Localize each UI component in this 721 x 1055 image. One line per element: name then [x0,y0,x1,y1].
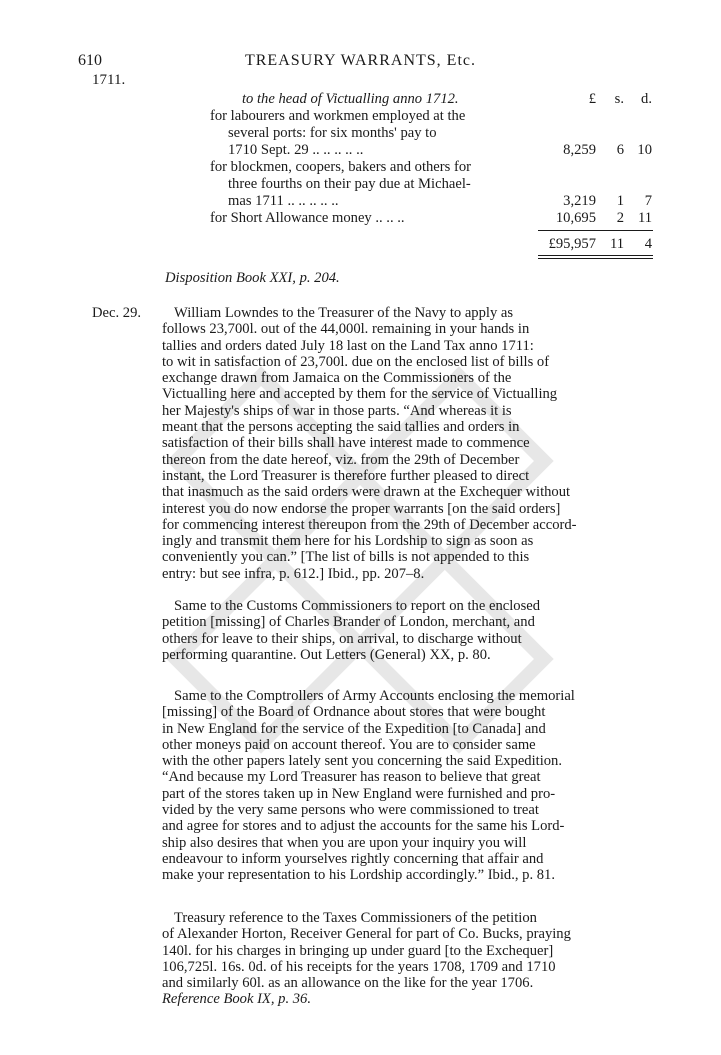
amount-pence: 10 [637,142,652,158]
entry-line: in New England for the service of the Expedition [to Canada] and [162,720,546,737]
total-pounds: £95,957 [548,236,596,252]
entry-line: instant, the Lord Treasurer is therefore further pleased to direct [162,467,530,484]
entry-line: [missing] of the Board of Ordnance about stores that were bought [162,704,546,721]
amount-shillings: 6 [616,142,624,158]
entry-line: follows 23,700l. out of the 44,000l. remaining in your hands in [162,321,530,338]
account-intro: to the head of Victualling anno 1712. [242,91,459,107]
amount-shillings: 1 [616,193,624,209]
account-table [210,91,652,261]
entry-line: performing quarantine. Out Letters (General) XX, p. 80. [162,646,491,663]
amount-shillings: 2 [616,210,624,226]
entry-line: 106,725l. 16s. 0d. of his receipts for the years 1708, 1709 and 1710 [162,958,556,975]
entry-line: Same to the Customs Commissioners to report on the enclosed [174,598,541,614]
entry-paragraph [162,688,615,884]
entry-line: Treasury reference to the Taxes Commissioners of the petition [174,910,537,926]
entry-line: with the other papers lately sent you concerning the said Expedition. [162,753,563,770]
account-item-line: for labourers and workmen employed at the [210,108,466,124]
entry-line: Same to the Comptrollers of Army Accounts enclosing the memorial [174,688,575,704]
amount-pounds: 8,259 [563,142,596,158]
entry-line: Reference Book IX, p. 36. [162,991,311,1008]
account-item-line: mas 1711 .. .. .. .. .. [228,193,339,209]
entry-paragraph [162,598,615,663]
entry-line: ship also desires that when you are upon your inquiry you will [162,834,527,851]
account-item-line: 1710 Sept. 29 .. .. .. .. .. [228,142,364,158]
total-double-rule [538,258,653,259]
entry-line: make your representation to his Lordship accordingly.” Ibid., p. 81. [162,867,555,884]
entry-line: that inasmuch as the said orders were drawn at the Exchequer without [162,484,571,501]
entry-line: ingly and transmit them here for his Lordship to sign as soon as [162,533,534,550]
entry-line: part of the stores taken up in New England were furnished and pro- [162,785,556,802]
entry-line: others for leave to their ships, on arrival, to discharge without [162,630,522,647]
entry-line: meant that the persons accepting the said tallies and orders in [162,419,520,436]
page-number: 610 [78,52,102,69]
entry-line: 140l. for his charges in bringing up under guard [to the Exchequer] [162,942,554,959]
total-double-rule [538,255,653,256]
account-item-line: several ports: for six months' pay to [228,125,437,141]
amount-pence: 11 [637,210,652,226]
entry-line: interest you do now endorse the proper warrants [on the said orders] [162,500,561,517]
disposition-reference: Disposition Book XXI, p. 204. [165,270,340,286]
running-head: TREASURY WARRANTS, Etc. [244,52,476,69]
entry-line: endeavour to inform yourselves rightly concerning that affair and [162,850,544,867]
total-rule [538,230,653,231]
entry-line: satisfaction of their bills shall have interest made to commence [162,435,530,452]
entry-line: vided by the very same persons who were commissioned to treat [162,802,539,819]
entry-line: other moneys paid on account thereof. You are to consider same [162,736,536,753]
entry-line: and similarly 60l. as an allowance on the like for the year 1706. [162,975,534,992]
entry-line: Victualling here and accepted by them for the service of Victualling [162,386,558,403]
entry-line: conveniently you can.” [The list of bills is not appended to this [162,549,530,566]
amount-pounds: 3,219 [563,193,596,209]
total-shillings: 11 [609,236,624,252]
margin-year: 1711. [92,72,126,88]
account-item-line: for blockmen, coopers, bakers and others for [210,159,471,175]
entry-line: to wit in satisfaction of 23,700l. due on the enclosed list of bills of [162,353,550,370]
entry-line: and agree for stores and to adjust the accounts for the same his Lord- [162,818,565,835]
entry-line: her Majesty's ships of war in those parts. “And whereas it is [162,402,512,419]
pence-header: d. [641,91,652,107]
shillings-header: s. [614,91,624,107]
entry-line: William Lowndes to the Treasurer of the Navy to apply as [174,305,514,321]
entry-line: entry: but see infra, p. 612.] Ibid., pp. 207–8. [162,565,425,582]
entry-line: of Alexander Horton, Receiver General for part of Co. Bucks, praying [162,926,571,943]
account-item-line: for Short Allowance money .. .. .. [210,210,405,226]
entry-paragraph [162,910,615,1008]
entry-line: tallies and orders dated July 18 last on the Land Tax anno 1711: [162,337,534,354]
account-item-line: three fourths on their pay due at Michael- [228,176,471,192]
entry-line: exchange drawn from Jamaica on the Commissioners of the [162,370,512,387]
entry-line: petition [missing] of Charles Brander of London, merchant, and [162,614,535,631]
entry-paragraph [162,305,615,582]
amount-pence: 7 [644,193,652,209]
entry-date: Dec. 29. [92,305,142,321]
entry-line: for commencing interest thereupon from the 29th of December accord- [162,516,577,533]
entry-line: thereon from the date hereof, viz. from the 29th of December [162,451,520,468]
amount-pounds: 10,695 [555,210,596,226]
pounds-header: £ [588,91,596,107]
total-pence: 4 [644,236,652,252]
entry-line: “And because my Lord Treasurer has reason to believe that great [162,769,541,786]
